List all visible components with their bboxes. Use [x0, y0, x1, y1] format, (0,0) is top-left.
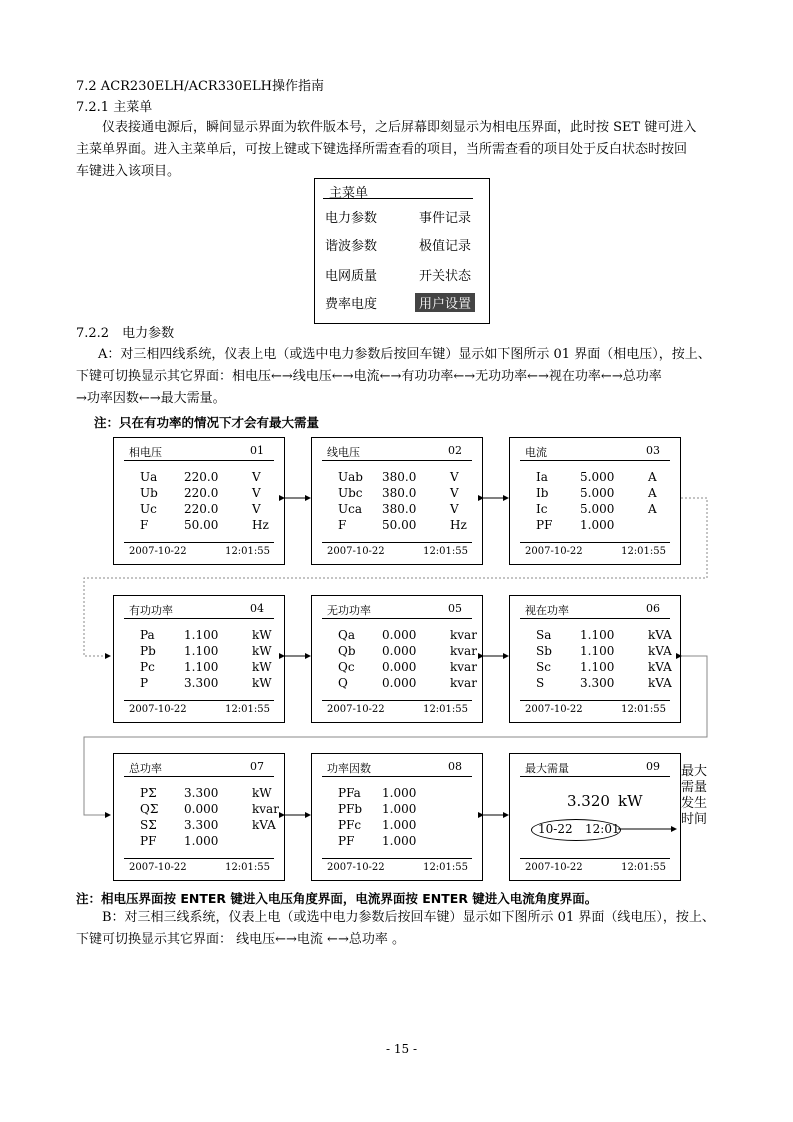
row-label: Sb: [536, 644, 552, 658]
row-value: 220.0: [184, 470, 219, 484]
row-unit: kVA: [648, 644, 672, 658]
row-value: 1.000: [382, 802, 417, 816]
row-label: PF: [338, 834, 355, 848]
row-unit: kW: [252, 644, 272, 658]
row-label: S: [536, 676, 545, 690]
row-unit: kVA: [648, 660, 672, 674]
screen-date: 2007-10-22: [129, 704, 187, 715]
screen-title: 有功功率: [129, 604, 173, 617]
row-unit: kW: [252, 786, 272, 800]
row-value: 1.100: [580, 660, 615, 674]
row-value: 0.000: [184, 802, 219, 816]
row-unit: kVA: [252, 818, 276, 832]
screen-time: 12:01:55: [423, 546, 468, 557]
screen-time: 12:01:55: [225, 862, 270, 873]
row-value: 5.000: [580, 502, 615, 516]
row-unit: kW: [252, 676, 272, 690]
screen-title: 视在功率: [525, 604, 569, 617]
row-value: 0.000: [382, 676, 417, 690]
screen-time: 12:01:55: [621, 546, 666, 557]
row-unit: kvar: [450, 660, 477, 674]
wrap-connector-06-07: [84, 656, 707, 815]
screen-date: 2007-10-22: [129, 546, 187, 557]
row-unit: V: [252, 502, 261, 516]
row-value: 380.0: [382, 502, 417, 516]
row-unit: V: [450, 470, 459, 484]
menu-item-switch-status: 开关状态: [419, 269, 472, 284]
subsection-title-power-params: 7.2.2 电力参数: [76, 326, 175, 341]
section-heading: 7.2 ACR230ELH/ACR330ELH操作指南: [76, 79, 324, 94]
row-value: 380.0: [382, 470, 417, 484]
row-value: 1.100: [580, 628, 615, 642]
screen-number: 02: [448, 444, 462, 457]
row-label: Uab: [338, 470, 363, 484]
screen-date: 2007-10-22: [525, 546, 583, 557]
screen-title: 总功率: [129, 762, 162, 775]
row-unit: Hz: [252, 518, 269, 532]
paragraph-a-line-1: A：对三相四线系统，仪表上电（或选中电力参数后按回车键）显示如下图所示 01 界面（相电压），按上、: [98, 347, 711, 362]
row-unit: V: [450, 486, 459, 500]
row-value: 5.000: [580, 470, 615, 484]
screen-number: 07: [250, 760, 264, 773]
screen-number: 01: [250, 444, 264, 457]
screen-number: 04: [250, 602, 264, 615]
row-label: PFc: [338, 818, 362, 832]
max-demand-side-label: [681, 764, 707, 828]
main-menu-title: 主菜单: [329, 186, 369, 201]
row-label: SΣ: [140, 818, 157, 832]
screen-time: 12:01:55: [225, 546, 270, 557]
row-value: 220.0: [184, 486, 219, 500]
screen-date: 2007-10-22: [525, 862, 583, 873]
wrap-connector-03-04: [84, 498, 707, 656]
row-value: 0.000: [382, 660, 417, 674]
row-unit: A: [648, 502, 657, 516]
row-unit: A: [648, 470, 657, 484]
row-unit: kW: [252, 628, 272, 642]
row-label: PFb: [338, 802, 363, 816]
row-value: 0.000: [382, 644, 417, 658]
screen-number: 05: [448, 602, 462, 615]
row-value: 1.000: [382, 786, 417, 800]
row-label: Ub: [140, 486, 158, 500]
side-label-line-3: 发生: [681, 796, 708, 811]
row-value: 1.100: [184, 628, 219, 642]
row-label: Ubc: [338, 486, 363, 500]
row-label: Sa: [536, 628, 552, 642]
paragraph-1-line-3: 车键进入该项目。: [76, 164, 181, 179]
screen-time: 12:01:55: [621, 704, 666, 715]
row-unit: V: [252, 486, 261, 500]
row-label: QΣ: [140, 802, 159, 816]
max-demand-stamp-time: 12:01: [585, 822, 620, 836]
screen-time: 12:01:55: [621, 862, 666, 873]
screen-time: 12:01:55: [225, 704, 270, 715]
paragraph-b-line-2: 下键可切换显示其它界面： 线电压←→电流 ←→总功率 。: [76, 932, 405, 947]
row-label: Qc: [338, 660, 355, 674]
note-max-demand: 注：只在有功率的情况下才会有最大需量: [94, 415, 320, 430]
screen-date: 2007-10-22: [129, 862, 187, 873]
row-label: Uc: [140, 502, 157, 516]
screen-title: 无功功率: [327, 604, 371, 617]
row-label: Ic: [536, 502, 548, 516]
screen-title: 功率因数: [327, 762, 371, 775]
screen-number: 03: [646, 444, 660, 457]
row-label: Ia: [536, 470, 548, 484]
row-unit: kVA: [648, 676, 672, 690]
row-label: Pb: [140, 644, 156, 658]
paragraph-b-line-1: B：对三相三线系统，仪表上电（或选中电力参数后按回车键）显示如下图所示 01 界面（线电压），按上、: [102, 910, 715, 925]
row-label: PF: [140, 834, 157, 848]
menu-item-event-log: 事件记录: [419, 211, 472, 226]
row-label: Uca: [338, 502, 362, 516]
row-label: Ua: [140, 470, 158, 484]
menu-item-grid-quality: 电网质量: [325, 269, 378, 284]
row-label: PFa: [338, 786, 361, 800]
row-value: 1.000: [382, 818, 417, 832]
row-label: Ib: [536, 486, 549, 500]
row-value: 380.0: [382, 486, 417, 500]
screen-title: 线电压: [327, 446, 360, 459]
row-label: P: [140, 676, 149, 690]
screen-date: 2007-10-22: [327, 546, 385, 557]
row-label: Sc: [536, 660, 551, 674]
row-value: 1.000: [382, 834, 417, 848]
page-number: - 15 -: [386, 1042, 418, 1056]
row-label: PF: [536, 518, 553, 532]
row-value: 220.0: [184, 502, 219, 516]
row-value: 5.000: [580, 486, 615, 500]
menu-item-tariff-energy: 费率电度: [325, 297, 378, 312]
row-unit: A: [648, 486, 657, 500]
row-unit: Hz: [450, 518, 467, 532]
row-label: Qa: [338, 628, 355, 642]
paragraph-a-line-3: →功率因数←→最大需量。: [76, 391, 226, 406]
row-value: 1.100: [184, 644, 219, 658]
menu-item-harmonic-params: 谐波参数: [325, 239, 378, 254]
row-unit: V: [252, 470, 261, 484]
row-label: Q: [338, 676, 348, 690]
paragraph-1-line-2: 主菜单界面。进入主菜单后，可按上键或下键选择所需查看的项目，当所需查看的项目处于反白状态时按回: [76, 142, 688, 157]
screen-time: 12:01:55: [423, 862, 468, 873]
row-unit: V: [450, 502, 459, 516]
side-label-line-2: 需量: [681, 780, 708, 795]
screen-title: 电流: [525, 446, 547, 459]
row-unit: kvar: [252, 802, 279, 816]
row-value: 1.100: [580, 644, 615, 658]
row-unit: kVA: [648, 628, 672, 642]
side-label-line-1: 最大: [681, 764, 708, 779]
row-unit: kvar: [450, 628, 477, 642]
paragraph-1-line-1: 仪表接通电源后，瞬间显示界面为软件版本号，之后屏幕即刻显示为相电压界面，此时按 SET 键可进入: [102, 120, 697, 135]
row-unit: kvar: [450, 644, 477, 658]
max-demand-unit: kW: [618, 792, 643, 810]
row-label: PΣ: [140, 786, 157, 800]
screen-number: 09: [646, 760, 660, 773]
row-unit: kvar: [450, 676, 477, 690]
row-label: Pc: [140, 660, 155, 674]
row-value: 3.300: [184, 786, 219, 800]
row-value: 1.000: [184, 834, 219, 848]
row-label: Qb: [338, 644, 356, 658]
menu-item-extreme-log: 极值记录: [419, 239, 472, 254]
row-unit: kW: [252, 660, 272, 674]
screen-title: 相电压: [129, 446, 162, 459]
screen-number: 06: [646, 602, 660, 615]
screen-date: 2007-10-22: [327, 704, 385, 715]
row-label: F: [140, 518, 149, 532]
menu-item-power-params: 电力参数: [325, 211, 378, 226]
screen-title: 最大需量: [525, 762, 569, 775]
row-value: 50.00: [184, 518, 219, 532]
row-label: F: [338, 518, 347, 532]
menu-item-user-settings-selected: 用户设置: [415, 293, 475, 312]
row-value: 50.00: [382, 518, 417, 532]
screen-date: 2007-10-22: [327, 862, 385, 873]
max-demand-stamp-date: 10-22: [538, 822, 573, 836]
screen-number: 08: [448, 760, 462, 773]
note-enter-key: 注：相电压界面按 ENTER 键进入电压角度界面，电流界面按 ENTER 键进入电流角度界面。: [76, 891, 598, 906]
row-value: 0.000: [382, 628, 417, 642]
row-value: 1.100: [184, 660, 219, 674]
subsection-title-main-menu: 7.2.1 主菜单: [76, 100, 153, 115]
row-value: 3.300: [184, 818, 219, 832]
row-value: 3.300: [580, 676, 615, 690]
paragraph-a-line-2: 下键可切换显示其它界面：相电压←→线电压←→电流←→有功功率←→无功功率←→视在功率←→总功率: [76, 369, 662, 384]
row-value: 1.000: [580, 518, 615, 532]
side-label-line-4: 时间: [681, 812, 708, 827]
screen-date: 2007-10-22: [525, 704, 583, 715]
screen-time: 12:01:55: [423, 704, 468, 715]
row-label: Pa: [140, 628, 155, 642]
row-value: 3.300: [184, 676, 219, 690]
max-demand-value: 3.320: [567, 792, 610, 810]
